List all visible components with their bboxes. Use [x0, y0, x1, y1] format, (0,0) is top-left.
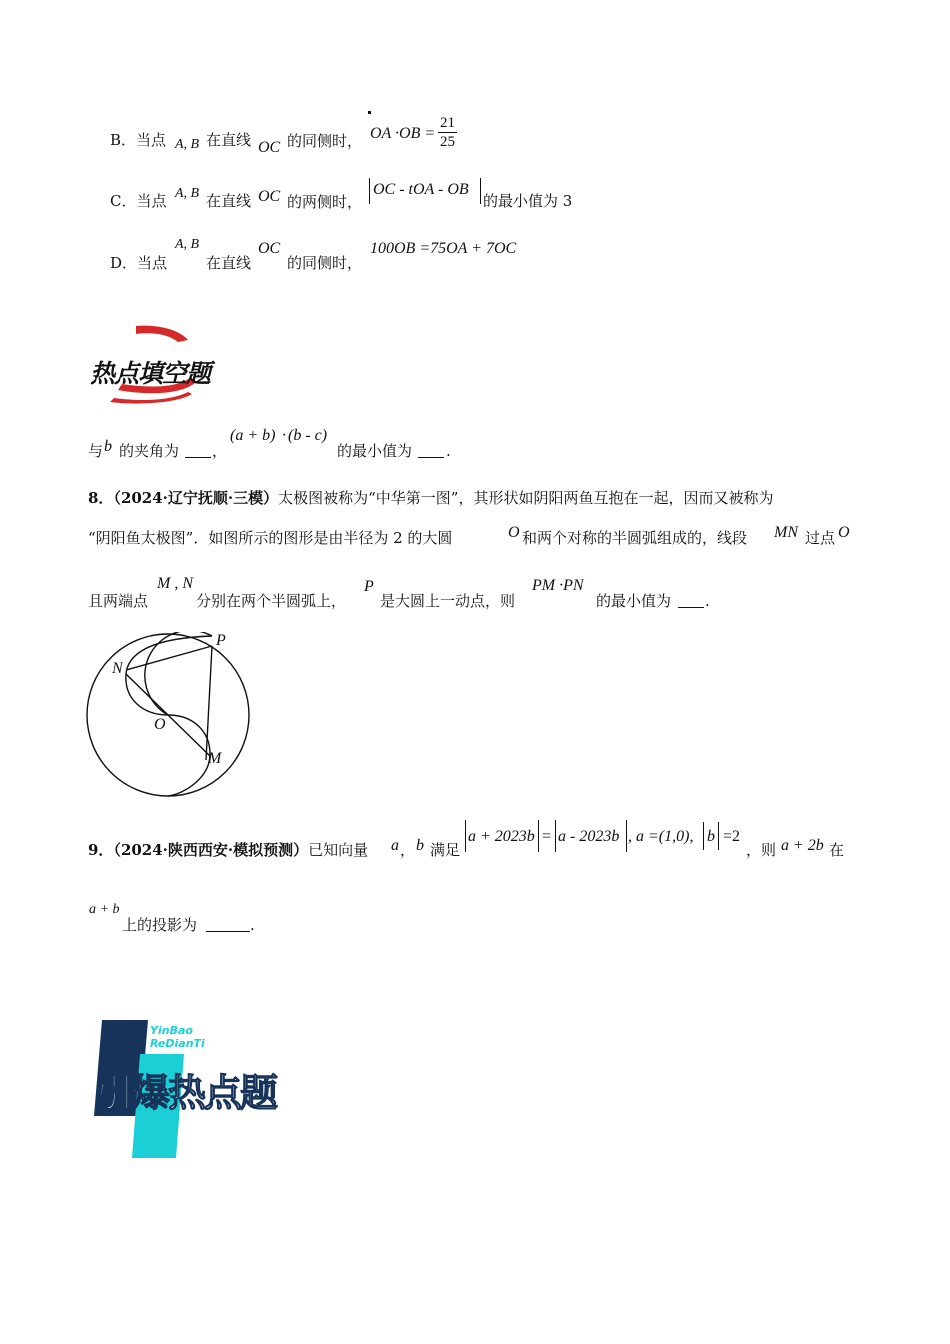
q7-comma: ，: [212, 442, 228, 460]
q7-expr2: (b - c): [288, 427, 328, 444]
option-d-mid: 在直线: [206, 254, 252, 272]
q8-text-3a: 且两端点: [88, 592, 149, 610]
q8-O2: O: [838, 524, 850, 541]
yinbao-hot-logo: [92, 1018, 314, 1160]
q9-expr6: a + 2b: [781, 837, 824, 854]
option-b-expr: OA ·OB =: [370, 125, 436, 142]
abs-bar-right: [480, 178, 481, 204]
hot-fill-in-text: 热点填空题: [90, 359, 211, 388]
q8-text-1: 太极图被称为“中华第一图”，其形状如阴阳两鱼互抱在一起，因而又被称为: [278, 489, 774, 507]
q9-blank[interactable]: [206, 917, 250, 932]
option-d-line: OC: [258, 240, 281, 257]
option-d-label: D．当点: [110, 254, 168, 272]
q9-abs-bar-1: [465, 820, 466, 852]
option-c-line: OC: [258, 188, 281, 205]
q9-text-4: 在: [829, 841, 845, 859]
q8-source: （2024·辽宁抚顺·三模）: [113, 489, 279, 507]
q8-MN-points: M , N: [157, 575, 193, 592]
figure-label-m: M: [208, 750, 222, 767]
q8-number: 8．: [88, 489, 114, 507]
option-c-tail: 的最小值为 3: [483, 192, 573, 210]
option-c-expr: OC - tOA - OB: [373, 181, 469, 198]
q7-suffix: 的最小值为: [337, 442, 413, 460]
q9-text-1: 已知向量: [308, 841, 369, 859]
q9-expr5: =2: [723, 828, 741, 845]
q8-P: P: [364, 578, 374, 595]
q9-abs-bar-6: [718, 822, 719, 850]
hot-fill-in-logo: [88, 322, 236, 406]
q7-b: b: [104, 438, 112, 455]
q8-text-3c: 是大圆上一动点，则: [380, 592, 516, 610]
option-b: [110, 130, 166, 150]
option-c-cond: 的两侧时，: [287, 193, 363, 211]
q7-dot: ·: [282, 427, 286, 444]
q8-O: O: [508, 524, 520, 541]
q9-text-3: ，则: [746, 841, 777, 859]
q7-blank-1[interactable]: [185, 443, 211, 458]
q9-expr1: a + 2023b: [468, 828, 535, 845]
option-b-cond: 的同侧时，: [287, 132, 363, 150]
figure-label-p: P: [216, 632, 226, 649]
q7-end: .: [446, 442, 451, 460]
q8-blank[interactable]: [678, 593, 704, 608]
figure-label-n: N: [112, 660, 123, 677]
option-c-label: C．当点: [110, 192, 167, 210]
q8-text-3b: 分别在两个半圆弧上，: [196, 592, 347, 610]
q9-expr4: b: [707, 828, 715, 845]
q8-text-3d: 的最小值为: [596, 592, 672, 610]
logo-small-text-1: YinBao: [150, 1024, 193, 1037]
option-c-mid: 在直线: [206, 192, 252, 210]
taiji-diagram-icon: [84, 632, 254, 798]
option-b-points: A, B: [175, 137, 200, 152]
q9-a: a: [391, 837, 399, 854]
q9-eq: =: [542, 828, 552, 845]
option-c-points: A, B: [175, 186, 200, 201]
q9-line-1: [88, 840, 368, 860]
option-b-line: OC: [258, 139, 281, 156]
q9-line2-expr: a + b: [89, 902, 120, 917]
q9-number: 9．: [88, 841, 114, 859]
option-b-label: B．当点: [110, 131, 167, 149]
option-d-cond: 的同侧时，: [287, 254, 363, 272]
q8-text-2a: “阴阳鱼太极图”．如图所示的图形是由半径为 2 的大圆: [88, 529, 453, 547]
q9-abs-bar-5: [703, 822, 704, 850]
q7-expr1: (a + b): [230, 427, 276, 444]
q8-line-2: [88, 528, 452, 548]
hot-fill-in-title: [90, 354, 210, 390]
logo-small-text: [150, 1024, 205, 1050]
q9-sep: ，: [400, 841, 416, 859]
q9-end: .: [250, 916, 255, 934]
q7-prefix: 与: [88, 442, 104, 460]
vector-arrow-mark: [368, 111, 371, 114]
q9-abs-bar-4: [626, 820, 627, 852]
q9-line2-text: 上的投影为: [122, 916, 198, 934]
logo-main-text: 引爆热点题: [96, 1071, 277, 1115]
q7-mid: 的夹角为: [119, 442, 180, 460]
q8-MN: MN: [774, 524, 798, 541]
abs-bar-left: [369, 178, 370, 204]
q9-expr3: , a =(1,0),: [628, 828, 694, 845]
q9-abs-bar-2: [538, 820, 539, 852]
fraction-denominator: 25: [440, 134, 455, 150]
fraction-numerator: 21: [440, 115, 455, 131]
q8-expr: PM ·PN: [532, 577, 584, 594]
option-d-expr: 100OB =75OA + 7OC: [370, 240, 517, 257]
option-d-points: A, B: [175, 237, 200, 252]
q8-text-2c: 过点: [805, 529, 836, 547]
figure-label-o: O: [154, 716, 166, 733]
q7-blank-2[interactable]: [418, 443, 444, 458]
q9-expr2: a - 2023b: [558, 828, 620, 845]
option-b-mid: 在直线: [206, 131, 252, 149]
q8-end: .: [705, 592, 710, 610]
q9-abs-bar-3: [555, 820, 556, 852]
taiji-figure: [84, 632, 254, 798]
logo-small-text-2: ReDianTi: [150, 1037, 205, 1050]
q9-b: b: [416, 837, 424, 854]
q9-source: （2024·陕西西安·模拟预测）: [113, 841, 309, 859]
q8-line-1: [88, 488, 773, 508]
q9-text-2: 满足: [430, 841, 461, 859]
q8-text-2b: 和两个对称的半圆弧组成的，线段: [522, 529, 748, 547]
option-b-fraction: [438, 114, 457, 151]
